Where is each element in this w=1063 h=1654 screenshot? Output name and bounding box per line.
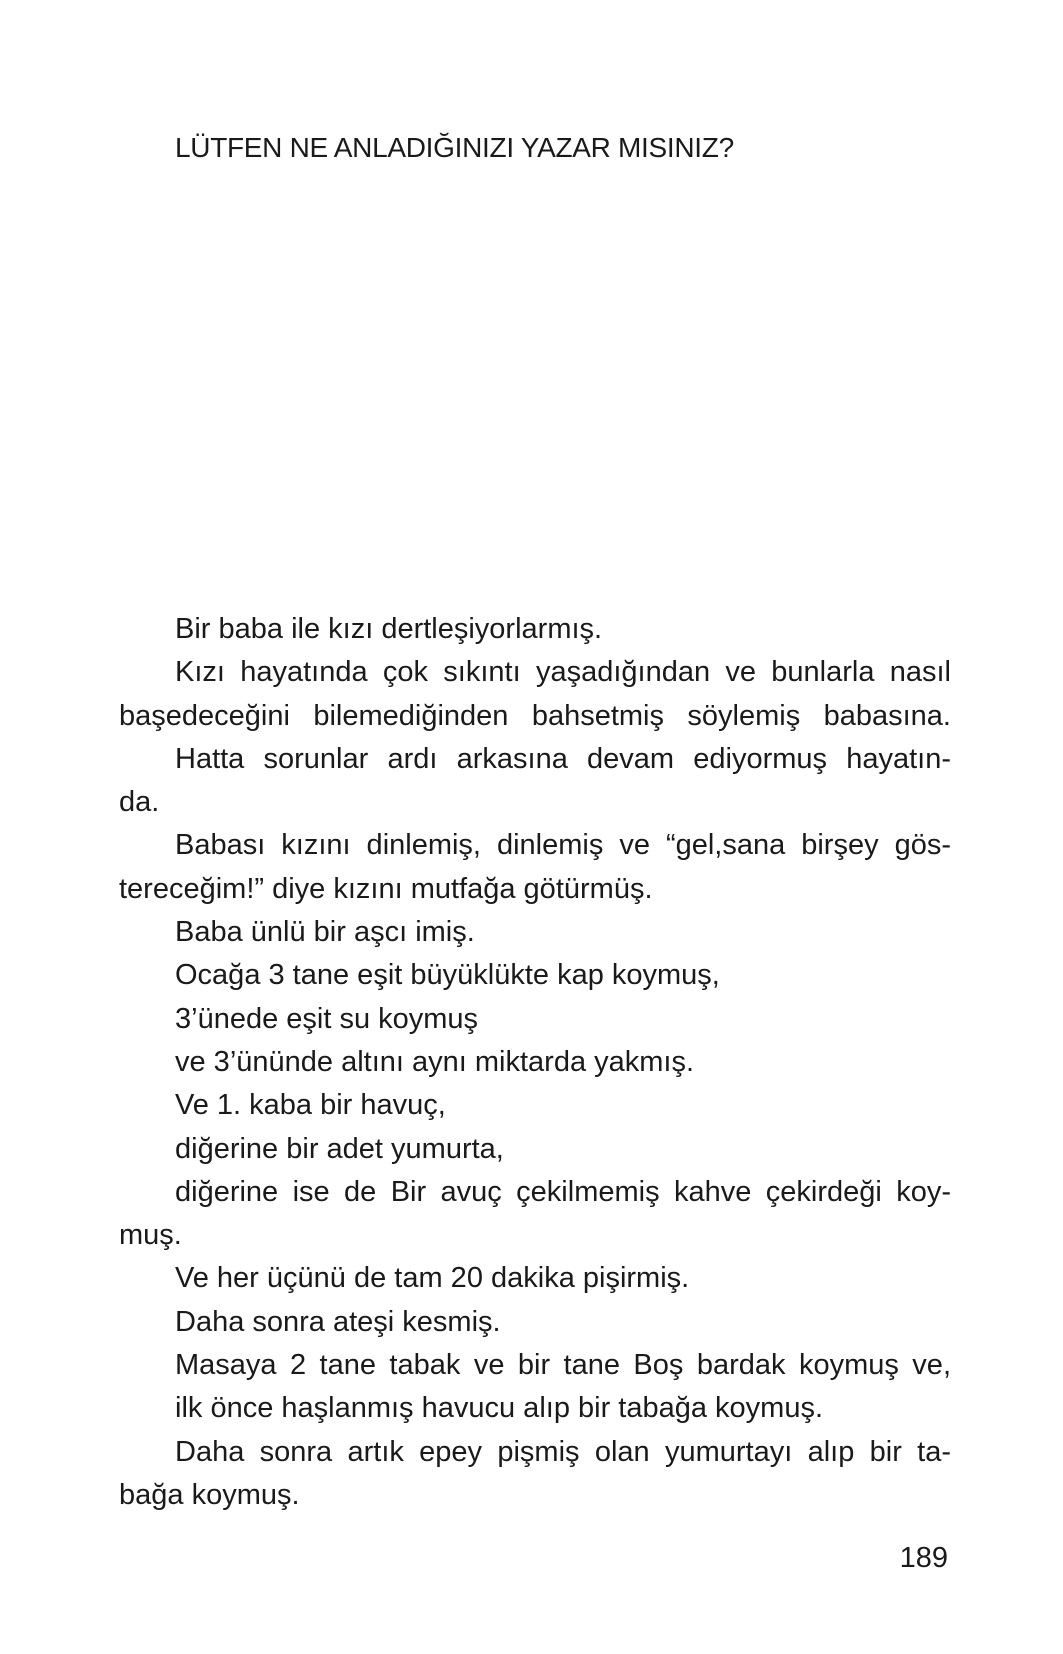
text-line: muş. <box>119 1219 182 1252</box>
text-line: Baba ünlü bir aşcı imiş. <box>175 916 475 949</box>
body-text <box>119 608 951 1517</box>
page-number: 189 <box>899 1542 948 1574</box>
text-line: diğerine bir adet yumurta, <box>175 1132 504 1165</box>
text-line: Bir baba ile kızı dertleşiyorlarmış. <box>175 613 603 645</box>
text-line: Daha sonra ateşi kesmiş. <box>175 1305 501 1338</box>
text-line: Hatta sorunlar ardı arkasına devam ediyormuş hayatın- <box>175 742 951 775</box>
text-line: 3’ünede eşit su koymuş <box>175 1002 479 1035</box>
text-line: ilk önce haşlanmış havucu alıp bir tabağa koymuş. <box>175 1392 824 1425</box>
text-line: tereceğim!” diye kızını mutfağa götürmüş. <box>119 872 653 905</box>
text-line: ve 3’ününde altını aynı miktarda yakmış. <box>175 1045 695 1078</box>
text-line: Ve her üçünü de tam 20 dakika pişirmiş. <box>175 1262 690 1295</box>
text-line: Kızı hayatında çok sıkıntı yaşadığından ve bunlarla nasıl <box>175 656 951 689</box>
text-line: başedeceğini bilemediğinden bahsetmiş söylemiş babasına. <box>119 699 951 732</box>
text-line: Ocağa 3 tane eşit büyüklükte kap koymuş, <box>175 959 720 992</box>
text-line: Babası kızını dinlemiş, dinlemiş ve “gel,sana birşey gös- <box>175 829 951 862</box>
text-line: diğerine ise de Bir avuç çekilmemiş kahve çekirdeği koy- <box>175 1175 951 1208</box>
text-line: bağa koymuş. <box>119 1478 300 1511</box>
text-line: da. <box>119 786 160 819</box>
text-line: Ve 1. kaba bir havuç, <box>175 1089 446 1122</box>
text-line: Masaya 2 tane tabak ve bir tane Boş bardak koymuş ve, <box>175 1349 951 1382</box>
text-line: Daha sonra artık epey pişmiş olan yumurtayı alıp bir ta- <box>175 1435 951 1468</box>
page-heading: LÜTFEN NE ANLADIĞINIZI YAZAR MISINIZ? <box>175 132 734 163</box>
